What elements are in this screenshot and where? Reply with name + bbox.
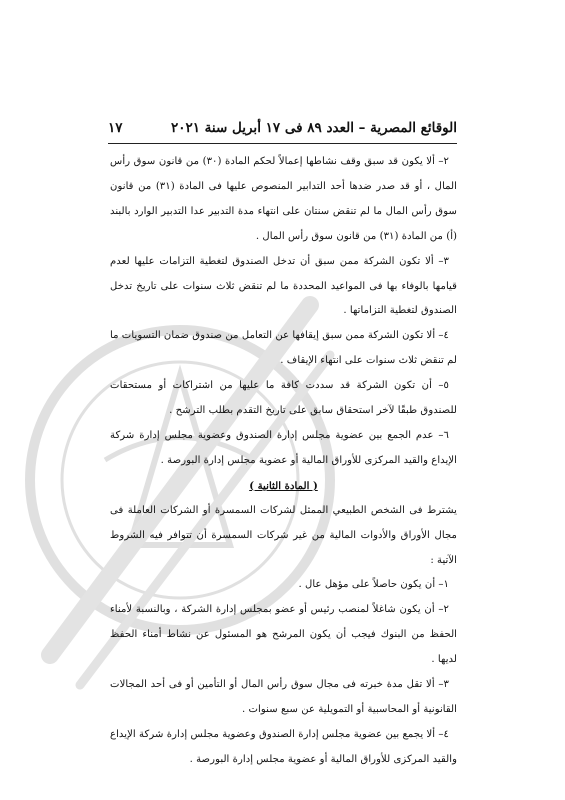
paragraph: ٣– ألا تكون الشركة ممن سبق أن تدخل الصندوق لتغطية التزامات عليها لعدم قيامها بالوفاء بها فى المواعيد المحددة ما لم تنقض ثلاث سنوات على تاريخ تدخل الصندوق لتغطية التزاماتها .	[110, 255, 457, 317]
paragraph: ٤– ألا تكون الشركة ممن سبق إيقافها عن التعامل من صندوق ضمان التسويات ما لم تنقض ثلاث سنوات على انتهاء الإيقاف .	[110, 330, 457, 367]
page-header	[108, 120, 457, 136]
condition-item: ٤– ألا يجمع بين عضوية مجلس إدارة الصندوق وعضوية مجلس إدارة شركة الإيداع والقيد المركزى للأوراق المالية أو عضوية مجلس إدارة البورصة .	[110, 728, 457, 765]
page-number: ١٧	[108, 120, 123, 136]
paragraph: ٦– عدم الجمع بين عضوية مجلس إدارة الصندوق وعضوية مجلس إدارة شركة الإيداع والقيد المركزى للأوراق المالية أو عضوية مجلس إدارة البورصة .	[110, 429, 457, 466]
paragraph: ٥– أن تكون الشركة قد سددت كافة ما عليها من اشتراكات أو مستحقات للصندوق طبقًا لآخر استحقاق سابق على تاريخ التقدم بطلب الترشح .	[110, 380, 457, 417]
paragraph: ٢– ألا يكون قد سبق وقف نشاطها إعمالاً لحكم المادة (٣٠) من قانون سوق رأس المال ، أو قد صدر ضدها أحد التدابير المنصوص عليها فى المادة (٣١) من قانون سوق رأس المال ما لم تنقض سنتان على انتهاء مدة التدبير عدا التدبير الوارد بالبند (أ) من المادة (٣١) من قانون سوق رأس المال .	[110, 156, 457, 242]
document-body	[110, 150, 457, 773]
condition-item: ١– أن يكون حاصلاً على مؤهل عال .	[298, 579, 449, 591]
article-heading: ( المادة الثانية )	[249, 479, 318, 492]
condition-item: ٢– أن يكون شاغلاً لمنصب رئيس أو عضو بمجلس إدارة الشركة ، وبالنسبة لأمناء الحفظ من البنوك فيجب أن يكون المرشح هو المسئول عن نشاط أمناء الحفظ لديها .	[110, 604, 457, 666]
article-intro: يشترط فى الشخص الطبيعي الممثل لشركات السمسرة أو الشركات العاملة فى مجال الأوراق والأدوات المالية من غير شركات السمسرة أن تتوافر فيه الشروط الآتية :	[110, 504, 457, 566]
header-divider	[108, 143, 457, 144]
gazette-title: الوقائع المصرية – العدد ٨٩ فى ١٧ أبريل سنة ٢٠٢١	[170, 120, 457, 136]
condition-item: ٣– ألا تقل مدة خبرته فى مجال سوق رأس المال أو التأمين أو فى أحد المجالات القانونية أو المحاسبية أو التمويلية عن سبع سنوات .	[110, 679, 457, 715]
